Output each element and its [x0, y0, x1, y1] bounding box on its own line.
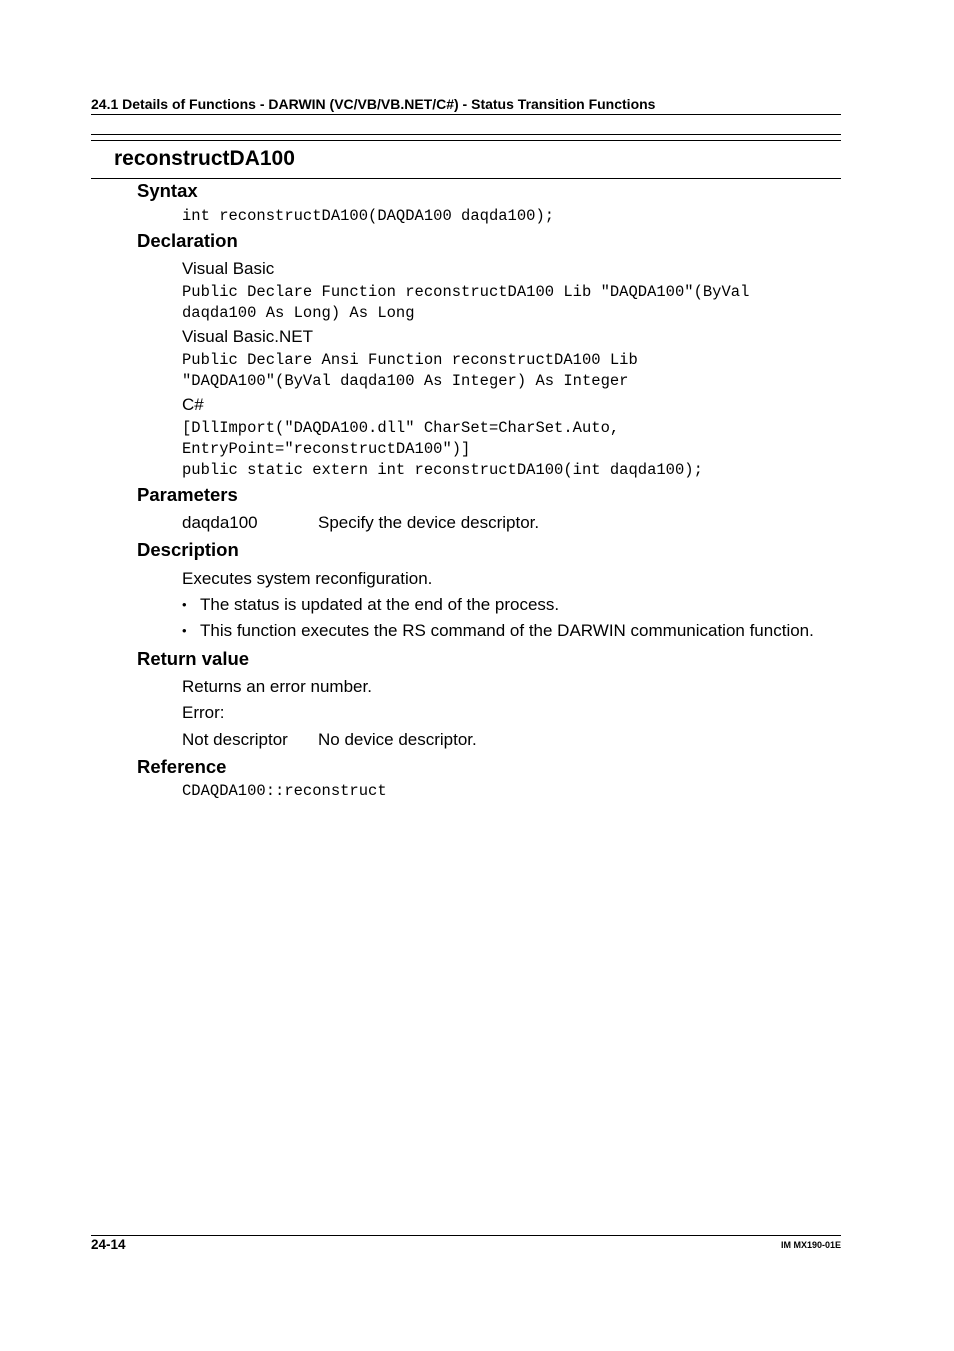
title-rule-bottom [91, 178, 841, 179]
vb-code-line-2: daqda100 As Long) As Long [182, 304, 415, 322]
error-description: No device descriptor. [318, 730, 477, 749]
function-title: reconstructDA100 [114, 147, 295, 170]
title-rule-top-1 [91, 134, 841, 135]
parameters-heading: Parameters [137, 484, 238, 505]
cs-code-line-3: public static extern int reconstructDA100(int daqda100); [182, 461, 703, 479]
declaration-heading: Declaration [137, 230, 238, 251]
bullet-symbol: • [182, 597, 187, 612]
title-rule-top-2 [91, 140, 841, 141]
vb-code-line-1: Public Declare Function reconstructDA100 Lib "DAQDA100"(ByVal [182, 283, 750, 301]
description-bullet-2: This function executes the RS command of the DARWIN communication function. [200, 621, 814, 640]
parameter-description: Specify the device descriptor. [318, 513, 540, 532]
error-name: Not descriptor [182, 730, 288, 749]
parameter-name: daqda100 [182, 513, 258, 532]
vbnet-code-line-1: Public Declare Ansi Function reconstructDA100 Lib [182, 351, 638, 369]
document-id: IM MX190-01E [780, 1240, 841, 1250]
error-label: Error: [182, 703, 225, 722]
vbnet-label: Visual Basic.NET [182, 327, 314, 346]
return-value-text: Returns an error number. [182, 677, 372, 696]
return-value-heading: Return value [137, 648, 250, 669]
bullet-symbol: • [182, 623, 187, 638]
vb-label: Visual Basic [182, 259, 275, 278]
syntax-heading: Syntax [137, 180, 198, 201]
running-header: 24.1 Details of Functions - DARWIN (VC/VB/VB.NET/C#) - Status Transition Functions [91, 96, 656, 112]
page-number: 24-14 [91, 1237, 126, 1252]
cs-label: C# [182, 395, 204, 414]
vbnet-code-line-2: "DAQDA100"(ByVal daqda100 As Integer) As Integer [182, 372, 629, 390]
reference-heading: Reference [137, 756, 227, 777]
footer-rule [91, 1235, 841, 1236]
syntax-code: int reconstructDA100(DAQDA100 daqda100); [182, 207, 555, 225]
header-rule [91, 114, 841, 115]
cs-code-line-1: [DllImport("DAQDA100.dll" CharSet=CharSet.Auto, [182, 419, 620, 437]
reference-code: CDAQDA100::reconstruct [182, 782, 387, 800]
description-text: Executes system reconfiguration. [182, 569, 433, 588]
description-bullet-1: The status is updated at the end of the process. [200, 595, 560, 614]
description-heading: Description [137, 539, 239, 560]
cs-code-line-2: EntryPoint="reconstructDA100")] [182, 440, 471, 458]
